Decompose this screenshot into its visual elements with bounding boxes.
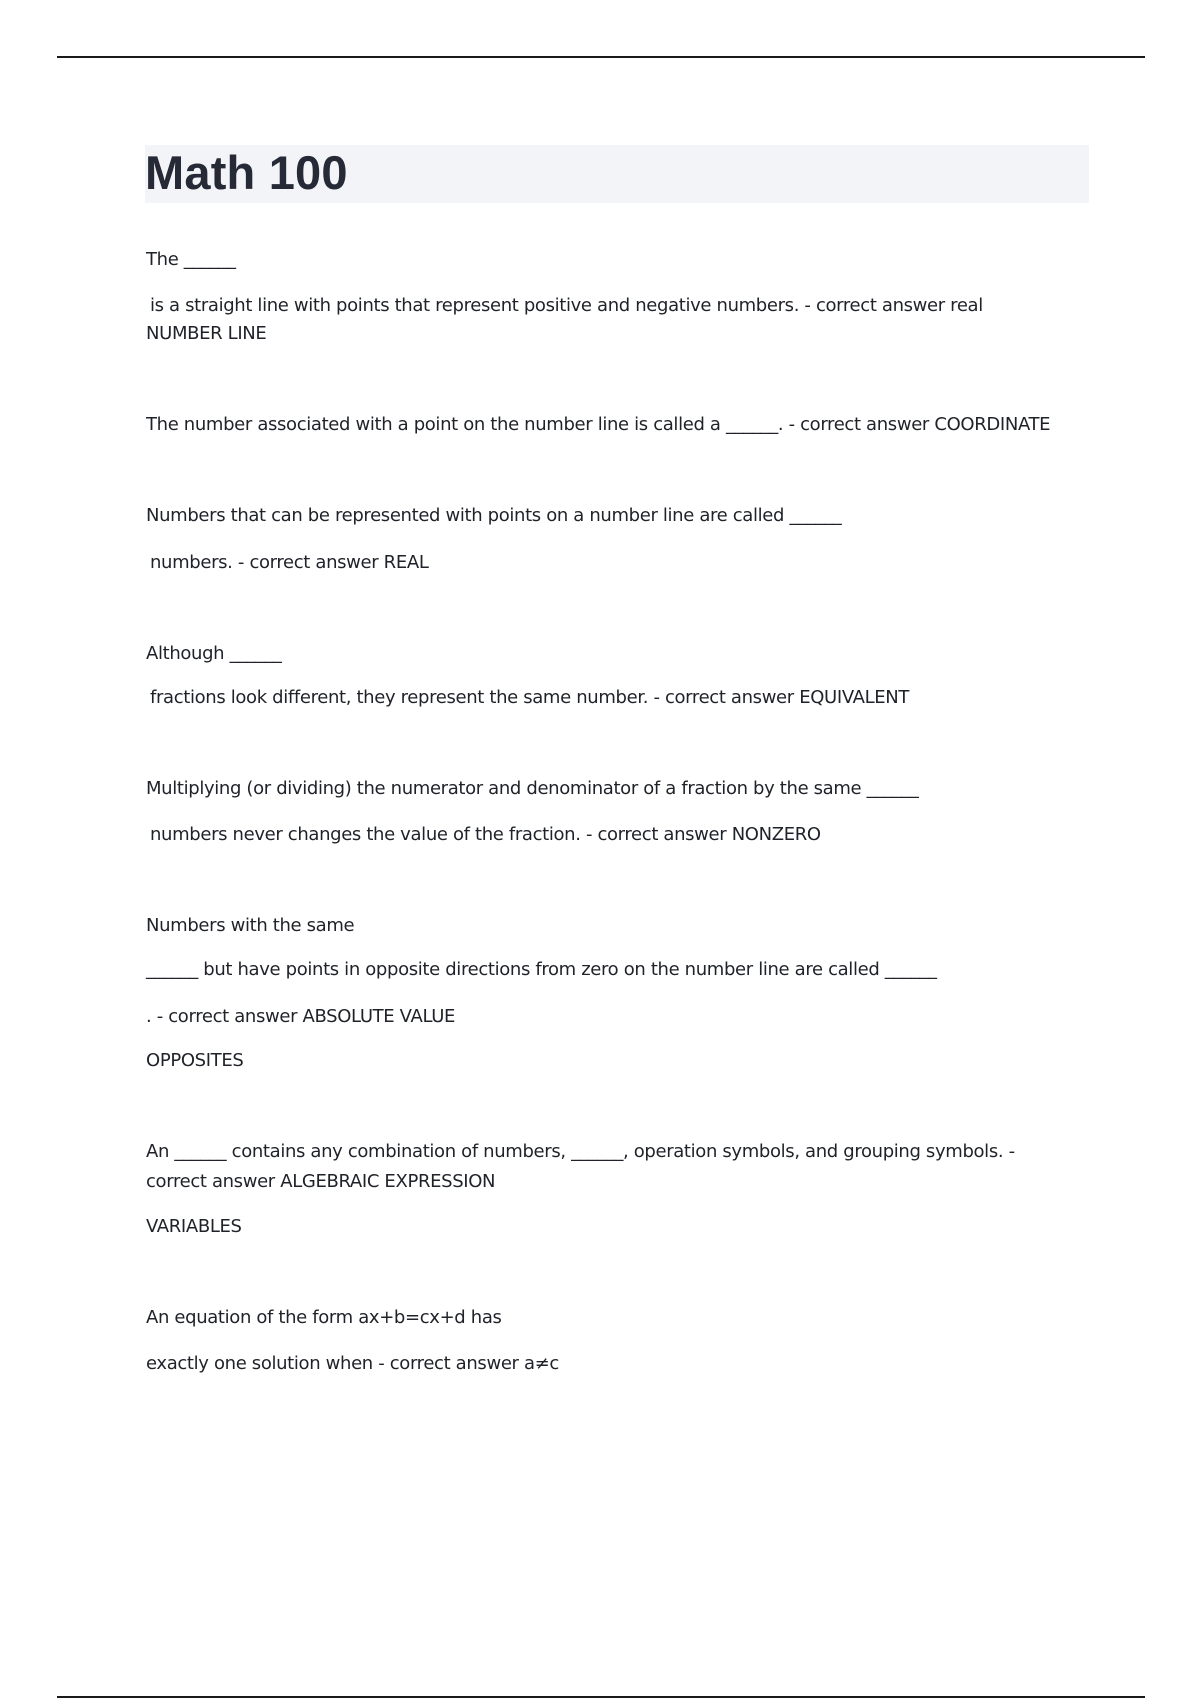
question-5-line-1: Multiplying (or dividing) the numerator and denominator of a fraction by the same ______ (146, 778, 919, 799)
question-7-line-3: VARIABLES (146, 1216, 242, 1237)
bottom-divider (57, 1696, 1145, 1698)
question-8-line-2: exactly one solution when - correct answer a≠c (146, 1353, 559, 1374)
question-2-line-1: The number associated with a point on the number line is called a ______. - correct answer COORDINATE (146, 414, 1051, 435)
question-6-line-1: Numbers with the same (146, 915, 355, 936)
top-divider (57, 56, 1145, 58)
question-5-line-2: numbers never changes the value of the fraction. - correct answer NONZERO (150, 824, 821, 845)
question-1-line-1: The ______ (146, 249, 236, 270)
question-6-line-4: OPPOSITES (146, 1050, 244, 1071)
page-title: Math 100 (145, 146, 348, 199)
question-1-line-2: is a straight line with points that represent positive and negative numbers. - correct answer real (150, 295, 983, 316)
question-3-line-1: Numbers that can be represented with points on a number line are called ______ (146, 505, 842, 526)
question-4-line-2: fractions look different, they represent the same number. - correct answer EQUIVALENT (150, 687, 910, 708)
question-1-line-3: NUMBER LINE (146, 323, 267, 344)
question-6-line-2: ______ but have points in opposite directions from zero on the number line are called ______ (146, 959, 937, 980)
question-3-line-2: numbers. - correct answer REAL (150, 552, 429, 573)
question-4-line-1: Although ______ (146, 643, 282, 664)
question-7-line-1: An ______ contains any combination of numbers, ______, operation symbols, and grouping symbols. - (146, 1141, 1015, 1162)
title-banner (145, 145, 1089, 203)
question-7-line-2: correct answer ALGEBRAIC EXPRESSION (146, 1171, 496, 1192)
question-6-line-3: . - correct answer ABSOLUTE VALUE (146, 1006, 456, 1027)
question-8-line-1: An equation of the form ax+b=cx+d has (146, 1307, 502, 1328)
